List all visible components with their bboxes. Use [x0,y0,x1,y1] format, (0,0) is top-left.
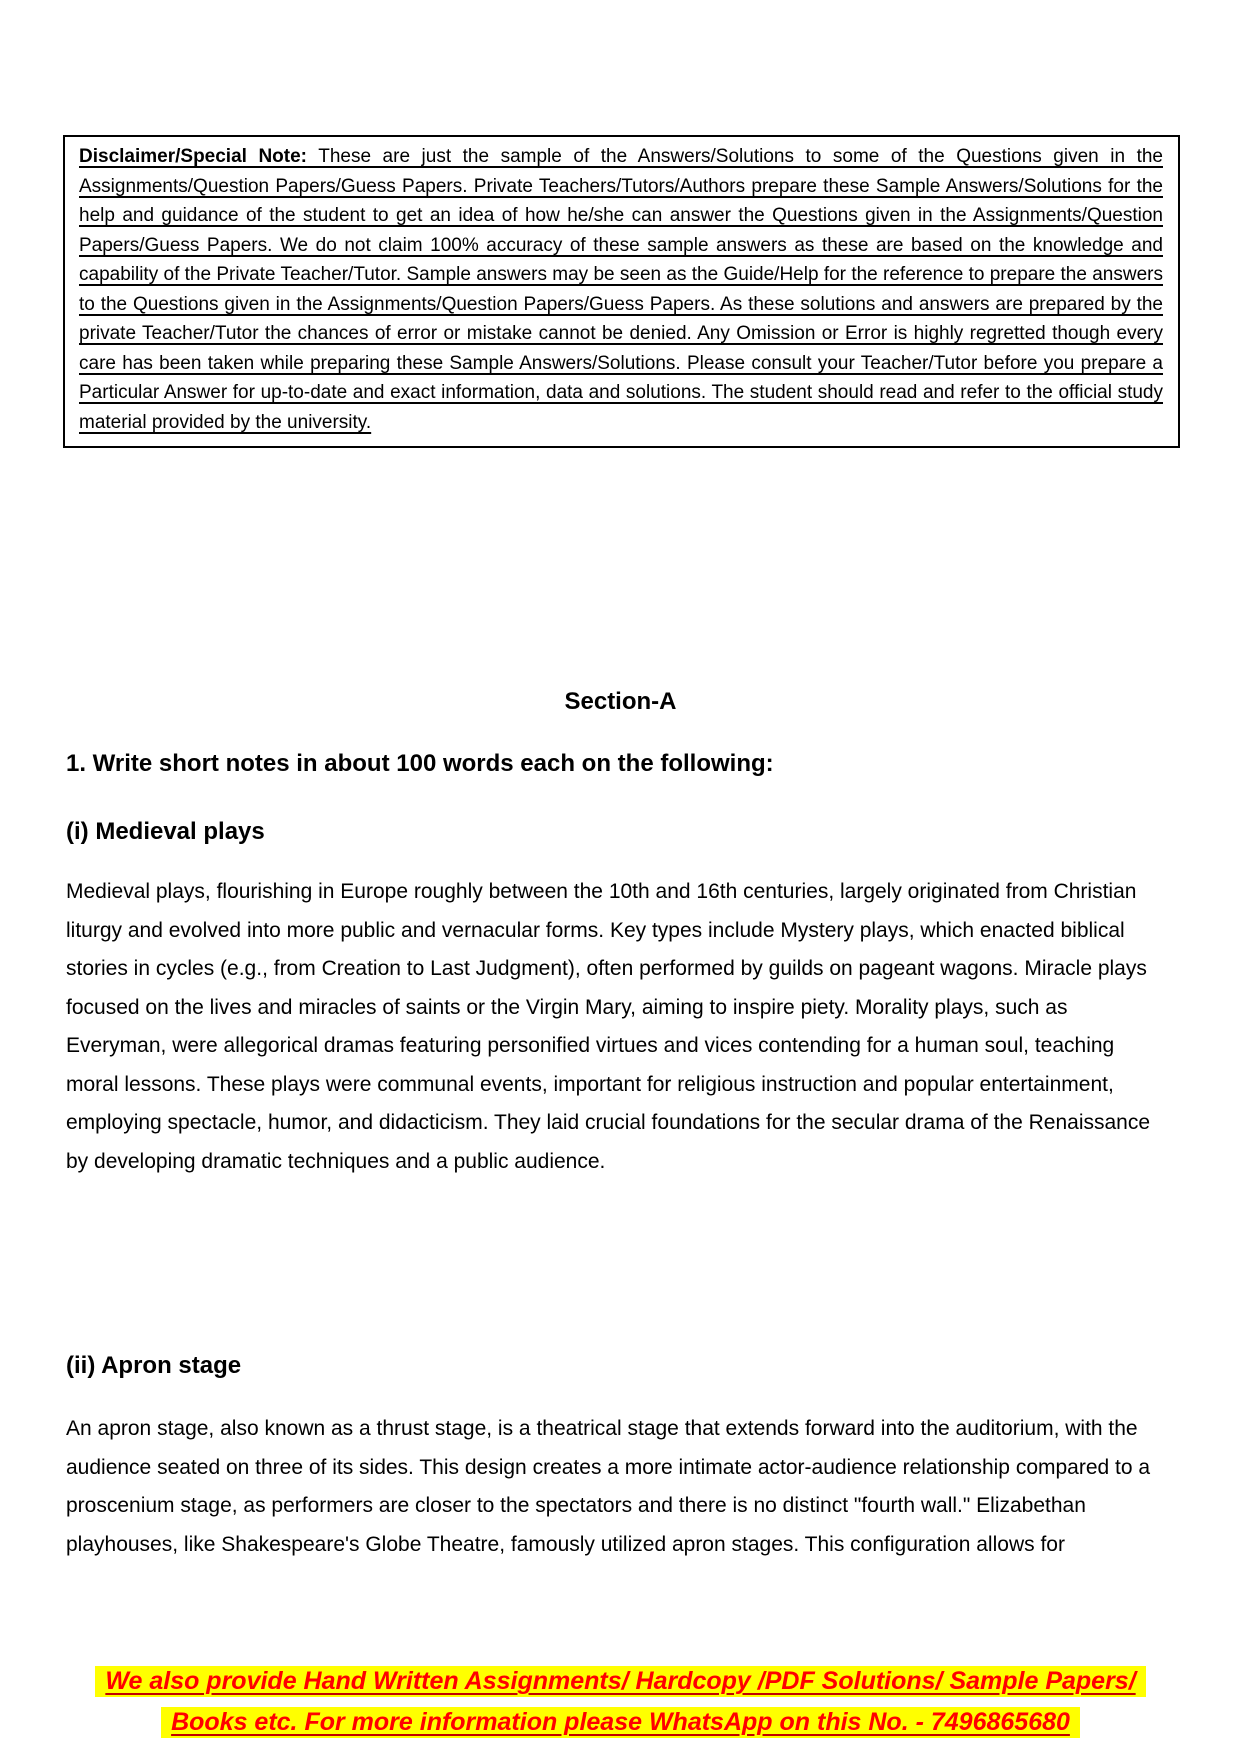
disclaimer-label: Disclaimer/Special Note: [79,146,308,167]
answer-heading-medieval-plays: (i) Medieval plays [66,818,265,845]
answer-body-medieval-plays: Medieval plays, flourishing in Europe roughly between the 10th and 16th centuries, largely originated from Christian liturgy and evolved into more public and vernacular forms. Key types include Mystery plays, which enacted biblical stories in cycles (e.g., from Creation to Last Judgment), often performed by guilds on pageant wagons. Miracle plays focused on the lives and miracles of saints or the Virgin Mary, aiming to inspire piety. Morality plays, such as Everyman, were allegorical dramas featuring personified virtues and vices contending for a human soul, teaching moral lessons. These plays were communal events, important for religious instruction and popular entertainment, employing spectacle, humor, and didacticism. They laid crucial foundations for the secular drama of the Renaissance by developing dramatic techniques and a public audience. [66,880,1151,1173]
disclaimer-paragraph [79,142,1163,437]
disclaimer-box [63,135,1180,448]
footer-line-2-text: Books etc. For more information please WhatsApp on this No. - 7496865680 [161,1707,1080,1738]
answer-body-apron-stage: An apron stage, also known as a thrust stage, is a theatrical stage that extends forward into the auditorium, with the audience seated on three of its sides. This design creates a more intimate actor-audience relationship compared to a proscenium stage, as performers are closer to the spectators and there is no distinct "fourth wall." Elizabethan playhouses, like Shakespeare's Globe Theatre, famously utilized apron stages. This configuration allows for [66,1417,1151,1556]
section-title: Section-A [564,688,677,715]
footer-banner [0,1663,1241,1745]
disclaimer-text: These are just the sample of the Answers/Solutions to some of the Questions given in the Assignments/Question Papers/Guess Papers. Private Teachers/Tutors/Authors prepare these Sample Answers/Solutions for the help and guidance of the student to get an idea of how he/she can answer the Questions given in the Assignments/Question Papers/Guess Papers. We do not claim 100% accuracy of these sample answers as these are based on the knowledge and capability of the Private Teacher/Tutor. Sample answers may be seen as the Guide/Help for the reference to prepare the answers to the Questions given in the Assignments/Question Papers/Guess Papers. As these solutions and answers are prepared by the private Teacher/Tutor the chances of error or mistake cannot be denied. Any Omission or Error is highly regretted though every care has been taken while preparing these Sample Answers/Solutions. Please consult your Teacher/Tutor before you prepare a Particular Answer for up-to-date and exact information, data and solutions. The student should read and refer to the official study material provided by the university. [79,146,1163,433]
footer-line-1 [0,1663,1241,1703]
answer-heading-apron-stage: (ii) Apron stage [66,1352,242,1379]
footer-line-2 [0,1704,1241,1744]
footer-line-1-text: We also provide Hand Written Assignments/ Hardcopy /PDF Solutions/ Sample Papers/ [95,1666,1145,1697]
question-title: 1. Write short notes in about 100 words each on the following: [66,750,774,777]
